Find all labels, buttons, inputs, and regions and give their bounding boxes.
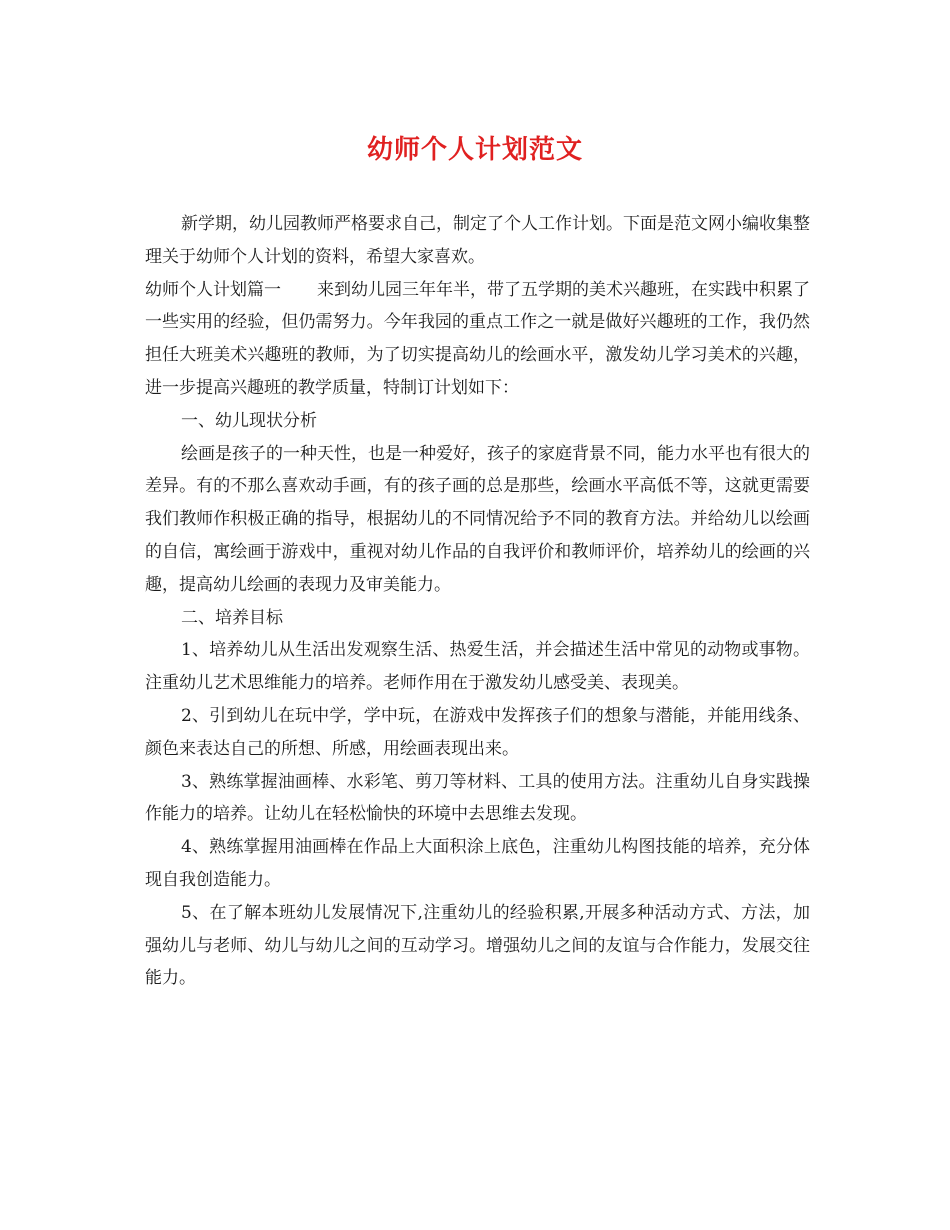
section-paragraph [145, 274, 810, 405]
document-title: 幼师个人计划范文 [366, 135, 583, 165]
analysis-paragraph: 绘画是孩子的一种天性，也是一种爱好，孩子的家庭背景不同，能力水平也有很大的差异。有的不那么喜欢动手画，有的孩子画的总是那些，绘画水平高低不等，这就更需要我们教师作积极正确的指导，根据幼儿的不同情况给予不同的教育方法。并给幼儿以绘画的自信，寓绘画于游戏中，重视对幼儿作品的自我评价和教师评价，培养幼儿的绘画的兴趣，提高幼儿绘画的表现力及审美能力。 [145, 443, 810, 595]
goal-item-4: 4、熟练掌握用油画棒在作品上大面积涂上底色，注重幼儿构图技能的培养，充分体现自我创造能力。 [145, 837, 810, 890]
heading-analysis: 一、幼儿现状分析 [181, 410, 317, 431]
goal-item-5: 5、在了解本班幼儿发展情况下,注重幼儿的经验积累,开展多种活动方式、方法，加强幼儿与老师、幼儿与幼儿之间的互动学习。增强幼儿之间的友谊与合作能力，发展交往能力。 [145, 902, 810, 989]
goal-item-1: 1、培养幼儿从生活出发观察生活、热爱生活，并会描述生活中常见的动物或事物。注重幼儿艺术思维能力的培养。老师作用在于激发幼儿感受美、表现美。 [145, 640, 810, 694]
section-intro: 来到幼儿园三年年半，带了五学期的美术兴趣班，在实践中积累了一些实用的经验，但仍需努力。今年我园的重点工作之一就是做好兴趣班的工作，我仍然担任大班美术兴趣班的教师，为了切实提高幼儿的绘画水平，激发幼儿学习美术的兴趣，进一步提高兴趣班的教学质量，特制订计划如下： [145, 279, 810, 398]
heading-goals: 二、培养目标 [181, 607, 283, 628]
document-body [145, 208, 810, 995]
intro-paragraph: 新学期，幼儿园教师严格要求自己，制定了个人工作计划。下面是范文网小编收集整理关于幼师个人计划的资料，希望大家喜欢。 [145, 214, 810, 267]
section-label: 幼师个人计划篇一 [145, 279, 281, 300]
goal-item-3: 3、熟练掌握油画棒、水彩笔、剪刀等材料、工具的使用方法。注重幼儿自身实践操作能力的培养。让幼儿在轻松愉快的环境中去思维去发现。 [145, 771, 810, 825]
goal-item-2: 2、引到幼儿在玩中学，学中玩，在游戏中发挥孩子们的想象与潜能，并能用线条、颜色来表达自己的所想、所感，用绘画表现出来。 [145, 705, 810, 759]
